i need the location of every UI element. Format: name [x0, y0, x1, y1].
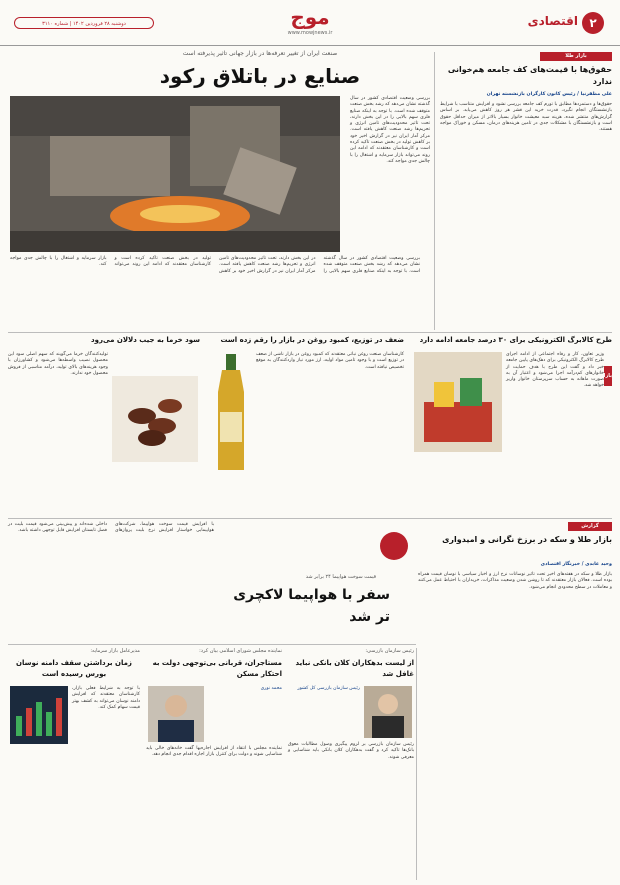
article-oil [206, 336, 404, 514]
bottom-bourse-body: با توجه به شرایط فعلی بازار، کارشناسان معتقدند که افزایش دامنه نوسان می‌تواند به کشف بهتر قیمت سهام کمک کند. [72, 686, 140, 710]
travel-story-kicker: قیمت سوخت هواپیما ۲۴ برابر شد [305, 574, 376, 580]
row-divider-2 [8, 518, 612, 519]
bottom-housing-kicker: نماینده مجلس شورای اسلامی بیان کرد: [199, 648, 282, 654]
bottom-banks-body: رئیس سازمان بازرسی بر لزوم پیگیری وصول مطالبات معوق بانک‌ها تاکید کرد و گفت بدهکاران کلان بانکی باید شناسایی و معرفی شوند. [288, 742, 414, 760]
travel-story [220, 522, 412, 640]
brand-url: www.mowjnews.ir [287, 30, 333, 36]
bottom-housing-title: مستاجران، قربانی بی‌توجهی دولت به احتکار مسکن [152, 659, 282, 678]
top-story-kicker: صنعت ایران از تغییر تعرفه‌ها در بازار جهانی تاثیر پذیرفته است [182, 50, 338, 57]
bottom-banks [288, 648, 414, 880]
top-story-title: صنایع در باتلاق رکود [159, 64, 361, 88]
issue-date [14, 17, 154, 29]
bottom-bourse-title: زمان برداشتن سقف دامنه نوسان بورس رسیده است [16, 659, 132, 678]
side-story-title: حقوق‌ها با قیمت‌های کف جامعه هم‌خوانی ندارد [447, 65, 612, 86]
travel-story-body [8, 522, 214, 640]
article-coupon [410, 336, 612, 514]
brand-logo [270, 4, 350, 42]
bottom-bourse [8, 648, 140, 880]
article-oil-title: ضعف در توزیع، کمبود روغن در بازار را رقم زده است [220, 336, 404, 344]
top-story-body-cont [10, 256, 420, 326]
issue-date-text: دوشنبه ۲۸ فروردین ۱۴۰۲ | شماره ۳۱۱۰ [42, 21, 126, 27]
row-divider-3 [8, 644, 416, 645]
side-story-body: حقوق‌ها و دستمزدها مطابق با تورم کف جامعه بررسی نشود و افزایش متناسب با شرایط بازنشستگان انجام نگیرد، قدرت خرید این قشر هر روز کاهش می‌یابد. بر اساس گزارش‌های منتشر شده، هزینه سبد معیشت خانوار بسیار بالاتر از میزان حداقل حقوق است و بازنشستگان با مشکلات جدی در تامین هزینه‌های درمان، مسکن و خوراک مواجه هستند. [440, 102, 612, 133]
gold-report-title: بازار طلا و سکه در برزخ نگرانی و امیدواری [442, 535, 612, 544]
travel-story-icon [380, 532, 408, 560]
travel-story-body-text: با افزایش قیمت سوخت هواپیما، شرکت‌های هواپیمایی خواستار افزایش نرخ بلیت پروازهای داخلی شده‌اند و پیش‌بینی می‌شود قیمت بلیت در فصل تابستان افزایش قابل توجهی داشته باشد. [8, 522, 214, 534]
bottom-housing-photo [148, 686, 204, 742]
right-bottom-divider [416, 648, 417, 880]
row-divider-1 [8, 332, 612, 333]
page-number [582, 12, 604, 34]
article-oil-photo [210, 352, 252, 476]
side-story-kicker: بازار طلا [540, 52, 612, 61]
travel-story-title: سفر با هواپیما لاکچری تر شد [233, 587, 390, 625]
bottom-banks-kicker: رئیس سازمان بازرسی: [365, 648, 414, 654]
article-coupon-title: طرح کالابرگ الکترونیکی برای ۳۰ درصد جامعه ادامه دارد [419, 336, 612, 344]
article-dates-body: تولیدکنندگان خرما می‌گویند که سهم اصلی سود این محصول نصیب واسطه‌ها می‌شود و کشاورزان با وجود هزینه‌های بالای تولید، درآمد مناسبی از فروش محصول خود ندارند. [8, 352, 108, 376]
article-oil-body: کارشناسان صنعت روغن نباتی معتقدند که کمبود روغن در بازار ناشی از ضعف در توزیع است و با وجود تامین مواد اولیه، ارز مورد نیاز واردکنندگان به موقع تخصیص نیافته است. [256, 352, 404, 370]
article-dates [8, 336, 200, 514]
bottom-bourse-kicker: مدیرعامل بازار سرمایه: [90, 648, 140, 654]
gold-report-lead: وحید عابدی / خبرنگار اقتصادی [540, 562, 612, 567]
top-story-photo [10, 96, 340, 252]
bottom-housing-body: نماینده مجلس با انتقاد از افزایش اجاره‌بها گفت خانه‌های خالی باید شناسایی شوند و دولت برای کنترل بازار اجاره اقدام جدی انجام دهد. [146, 746, 282, 758]
bottom-banks-author: رئیس سازمان بازرسی کل کشور [297, 686, 360, 691]
article-coupon-tag: بازار [604, 366, 612, 386]
article-coupon-body: وزیر تعاون، کار و رفاه اجتماعی از ادامه اجرای طرح کالابرگ الکترونیکی برای دهک‌های پایین جامعه خبر داد و گفت این طرح با هدف حمایت از خانوارهای کم‌درآمد اجرا می‌شود و اعتبار آن به صورت ماهانه به حساب سرپرستان خانوار واریز خواهد شد. [506, 352, 604, 389]
gold-report-body: بازار طلا و سکه در هفته‌های اخیر تحت تاثیر نوسانات نرخ ارز و اخبار سیاسی با نوسان قیمت همراه بوده است. فعالان بازار معتقدند که تا روشن شدن وضعیت مذاکرات، خریداران با احتیاط عمل می‌کنند و معاملات در سطح محدودی انجام می‌شود. [418, 572, 612, 590]
bottom-banks-title: از لیست بدهکاران کلان بانکی نباید غافل شد [295, 659, 414, 678]
side-story-lead: علی مظفرنیا / رئیس کانون کارگران بازنشسته تهران [486, 92, 612, 97]
bottom-banks-photo [364, 686, 412, 738]
column-divider [434, 52, 435, 330]
section-name: اقتصادی [527, 14, 578, 28]
bottom-housing-author: محمد نوری [260, 686, 282, 691]
bottom-bourse-photo [10, 686, 68, 744]
gold-report [418, 522, 612, 754]
article-dates-title: سود خرما به جیب دلالان می‌رود [91, 336, 200, 344]
masthead [0, 0, 620, 46]
article-coupon-photo [414, 352, 502, 452]
bottom-housing [146, 648, 282, 880]
brand-name: موج [290, 5, 330, 29]
page-number-value: ۲ [589, 16, 597, 30]
gold-report-kicker: گزارش [568, 522, 612, 531]
article-dates-photo [112, 376, 198, 462]
top-story-body: بررسی وضعیت اقتصادی کشور در سال گذشته نشان می‌دهد که رشد بخش صنعت متوقف شده است. با توجه به اینکه صنایع فلزی سهم بالایی را در این بخش دارند، تحت تاثیر محدودیت‌های تامین انرژی و تحریم‌ها رشد صنعت کاهش یافته است. مرکز آمار ایران نیز در گزارش اخیر خود بر کاهش تولید در بخش صنعت تاکید کرده است و کارشناسان معتقدند که ادامه این روند می‌تواند بازار سرمایه و اشتغال را با چالش جدی مواجه کند. [350, 96, 430, 164]
top-story-body-cont-text: بررسی وضعیت اقتصادی کشور در سال گذشته نشان می‌دهد که رشد بخش صنعت متوقف شده است. با توجه به اینکه صنایع فلزی سهم بالایی را در این بخش دارند، تحت تاثیر محدودیت‌های تامین انرژی و تحریم‌ها رشد صنعت کاهش یافته است. مرکز آمار ایران نیز در گزارش اخیر خود بر کاهش تولید در بخش صنعت تاکید کرده است و کارشناسان معتقدند که ادامه این روند می‌تواند بازار سرمایه و اشتغال را با چالش جدی مواجه کند. [10, 256, 420, 274]
